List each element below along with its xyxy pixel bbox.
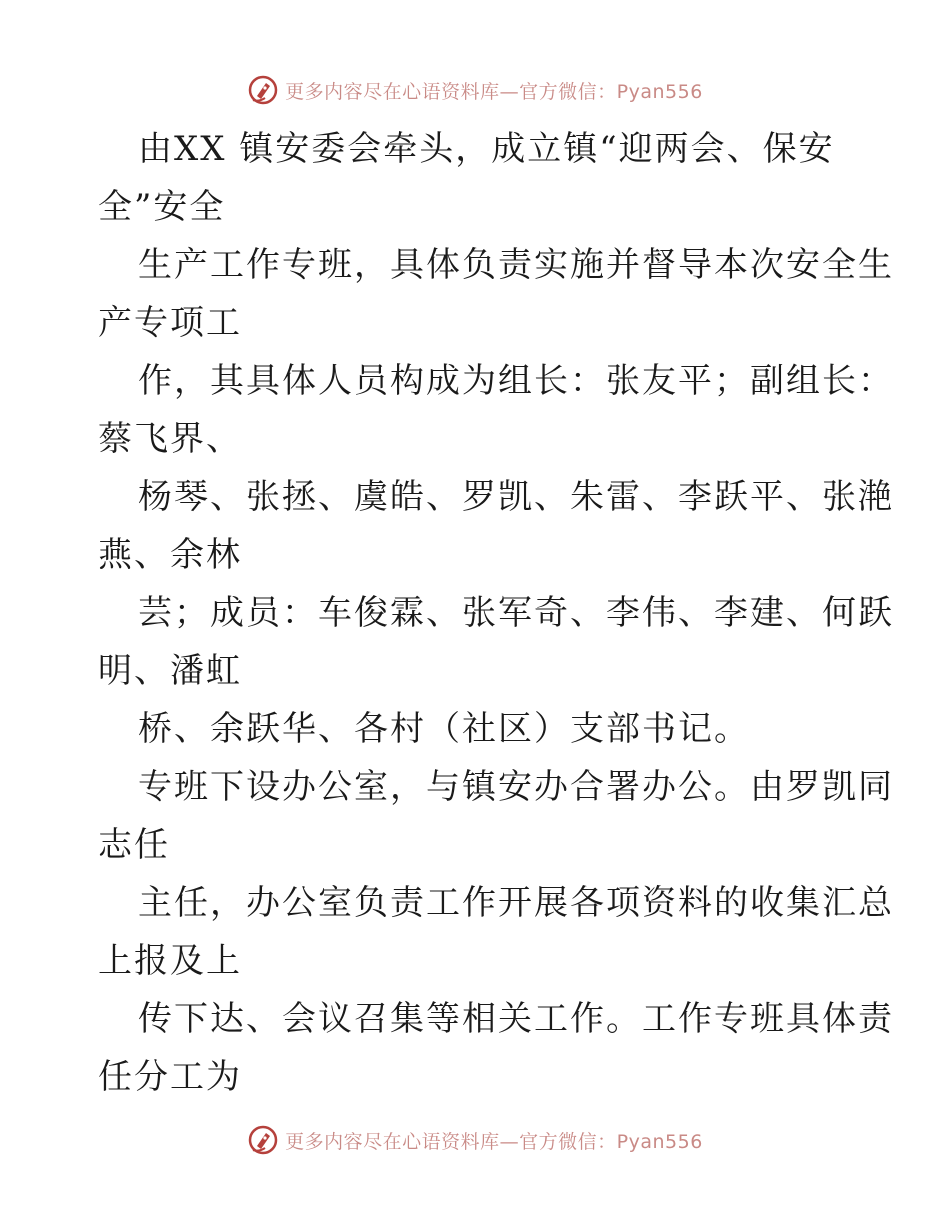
- paragraph-line: 桥、余跃华、各村（社区）支部书记。: [138, 709, 750, 749]
- paragraph-line: 杨琴、张拯、虞皓、罗凯、朱雷、李跃平、张滟: [138, 477, 894, 517]
- paragraph-line: 全”安全: [98, 187, 226, 227]
- pen-nib-circle-icon: [247, 74, 279, 106]
- paragraph-line: 上报及上: [98, 941, 242, 981]
- paragraph-line: 由XX 镇安委会牵头，成立镇“迎两会、保安: [138, 129, 835, 169]
- paragraph-line: 产专项工: [98, 303, 242, 343]
- header-watermark: [0, 70, 950, 110]
- paragraph-line: 芸；成员：车俊霖、张军奇、李伟、李建、何跃: [138, 593, 894, 633]
- paragraph-line: 作，其具体人员构成为组长：张友平；副组长：: [138, 361, 894, 401]
- paragraph-line: 传下达、会议召集等相关工作。工作专班具体责: [138, 999, 894, 1039]
- pen-nib-circle-icon: [247, 1124, 279, 1156]
- paragraph-line: 燕、余林: [98, 535, 242, 575]
- watermark-text: 更多内容尽在心语资料库—官方微信：Pyan556: [285, 1130, 703, 1153]
- paragraph-line: 主任，办公室负责工作开展各项资料的收集汇总: [138, 883, 894, 923]
- paragraph-line: 生产工作专班，具体负责实施并督导本次安全生: [138, 245, 894, 285]
- watermark-text: 更多内容尽在心语资料库—官方微信：Pyan556: [285, 80, 703, 103]
- paragraph-line: 任分工为: [98, 1057, 242, 1097]
- paragraph-line: 专班下设办公室，与镇安办合署办公。由罗凯同: [138, 767, 894, 807]
- paragraph-line: 蔡飞界、: [98, 419, 242, 459]
- paragraph-line: 志任: [98, 825, 170, 865]
- footer-watermark: [0, 1120, 950, 1160]
- paragraph-line: 明、潘虹: [98, 651, 242, 691]
- document-body: [98, 120, 894, 1106]
